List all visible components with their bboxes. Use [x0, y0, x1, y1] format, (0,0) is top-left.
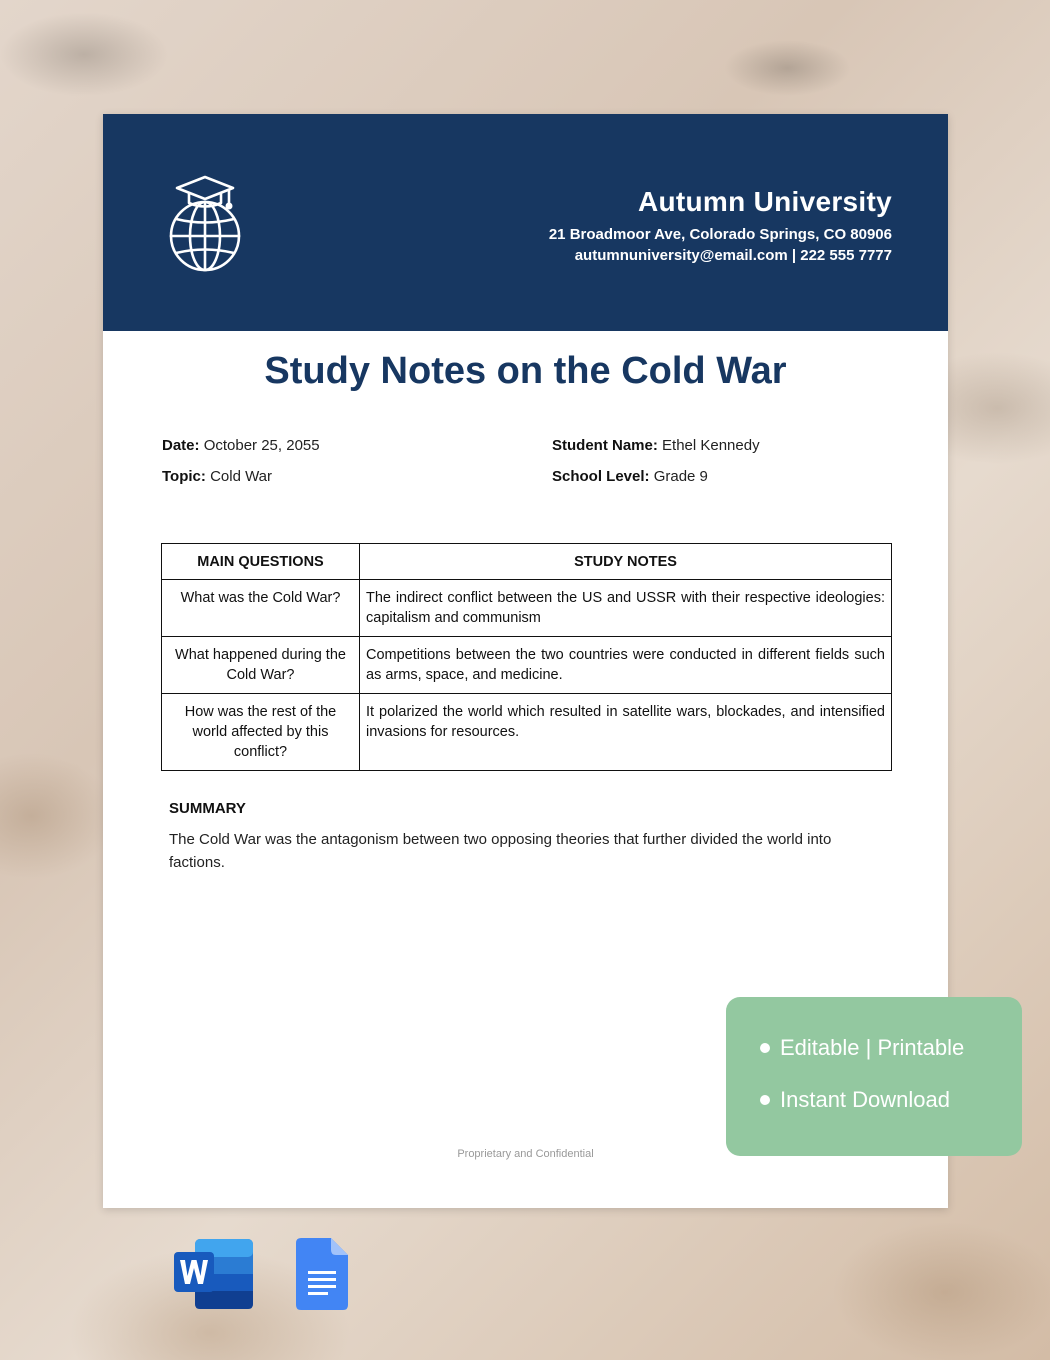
student-value: Ethel Kennedy: [662, 437, 760, 454]
table-row: [162, 580, 892, 637]
student-label: Student Name:: [552, 437, 658, 454]
university-address: 21 Broadmoor Ave, Colorado Springs, CO 80906: [548, 226, 892, 243]
promo-item-download: [760, 1087, 950, 1113]
promo-badge: [726, 997, 1022, 1156]
topic-value: Cold War: [210, 468, 273, 485]
bullet-icon: [760, 1043, 770, 1053]
promo-item-label: Instant Download: [780, 1087, 950, 1112]
graduation-globe-icon: [167, 174, 247, 274]
footer-confidential: Proprietary and Confidential: [457, 1148, 594, 1160]
university-name: Autumn University: [637, 186, 892, 217]
promo-item-editable: [760, 1035, 964, 1061]
table-row: [162, 637, 892, 694]
date-label: Date:: [162, 437, 200, 454]
topic-label: Topic:: [162, 468, 206, 485]
date-value: October 25, 2055: [203, 437, 320, 454]
microsoft-word-icon[interactable]: [173, 1238, 255, 1310]
university-info: [549, 186, 892, 266]
university-contact: autumnuniversity@email.com | 222 555 7777: [574, 247, 892, 264]
note-cell: The indirect conflict between the US and USSR with their respective ideologies: capitalism and communism: [360, 580, 892, 637]
meta-date: [162, 437, 320, 454]
level-value: Grade 9: [653, 468, 708, 485]
level-label: School Level:: [552, 468, 650, 485]
study-notes-table: [161, 543, 892, 771]
note-cell: It polarized the world which resulted in satellite wars, blockades, and intensified invasions for resources.: [360, 694, 892, 771]
google-docs-icon[interactable]: [296, 1238, 348, 1310]
meta-topic: [162, 468, 272, 485]
page-title: Study Notes on the Cold War: [264, 350, 787, 392]
bullet-icon: [760, 1095, 770, 1105]
promo-item-label: Editable | Printable: [780, 1035, 965, 1060]
question-cell: How was the rest of the world affected by this conflict?: [162, 694, 360, 771]
header-study-notes: STUDY NOTES: [360, 544, 892, 580]
summary-heading: SUMMARY: [169, 800, 246, 817]
table-header-row: [162, 544, 892, 580]
document-header: [103, 114, 948, 331]
summary-text: The Cold War was the antagonism between two opposing theories that further divided the world into factions.: [169, 831, 832, 871]
header-main-questions: MAIN QUESTIONS: [162, 544, 360, 580]
question-cell: What happened during the Cold War?: [162, 637, 360, 694]
meta-student: [552, 437, 760, 454]
note-cell: Competitions between the two countries were conducted in different fields such as arms, space, and medicine.: [360, 637, 892, 694]
question-cell: What was the Cold War?: [162, 580, 360, 637]
meta-level: [552, 468, 708, 485]
table-row: [162, 694, 892, 771]
